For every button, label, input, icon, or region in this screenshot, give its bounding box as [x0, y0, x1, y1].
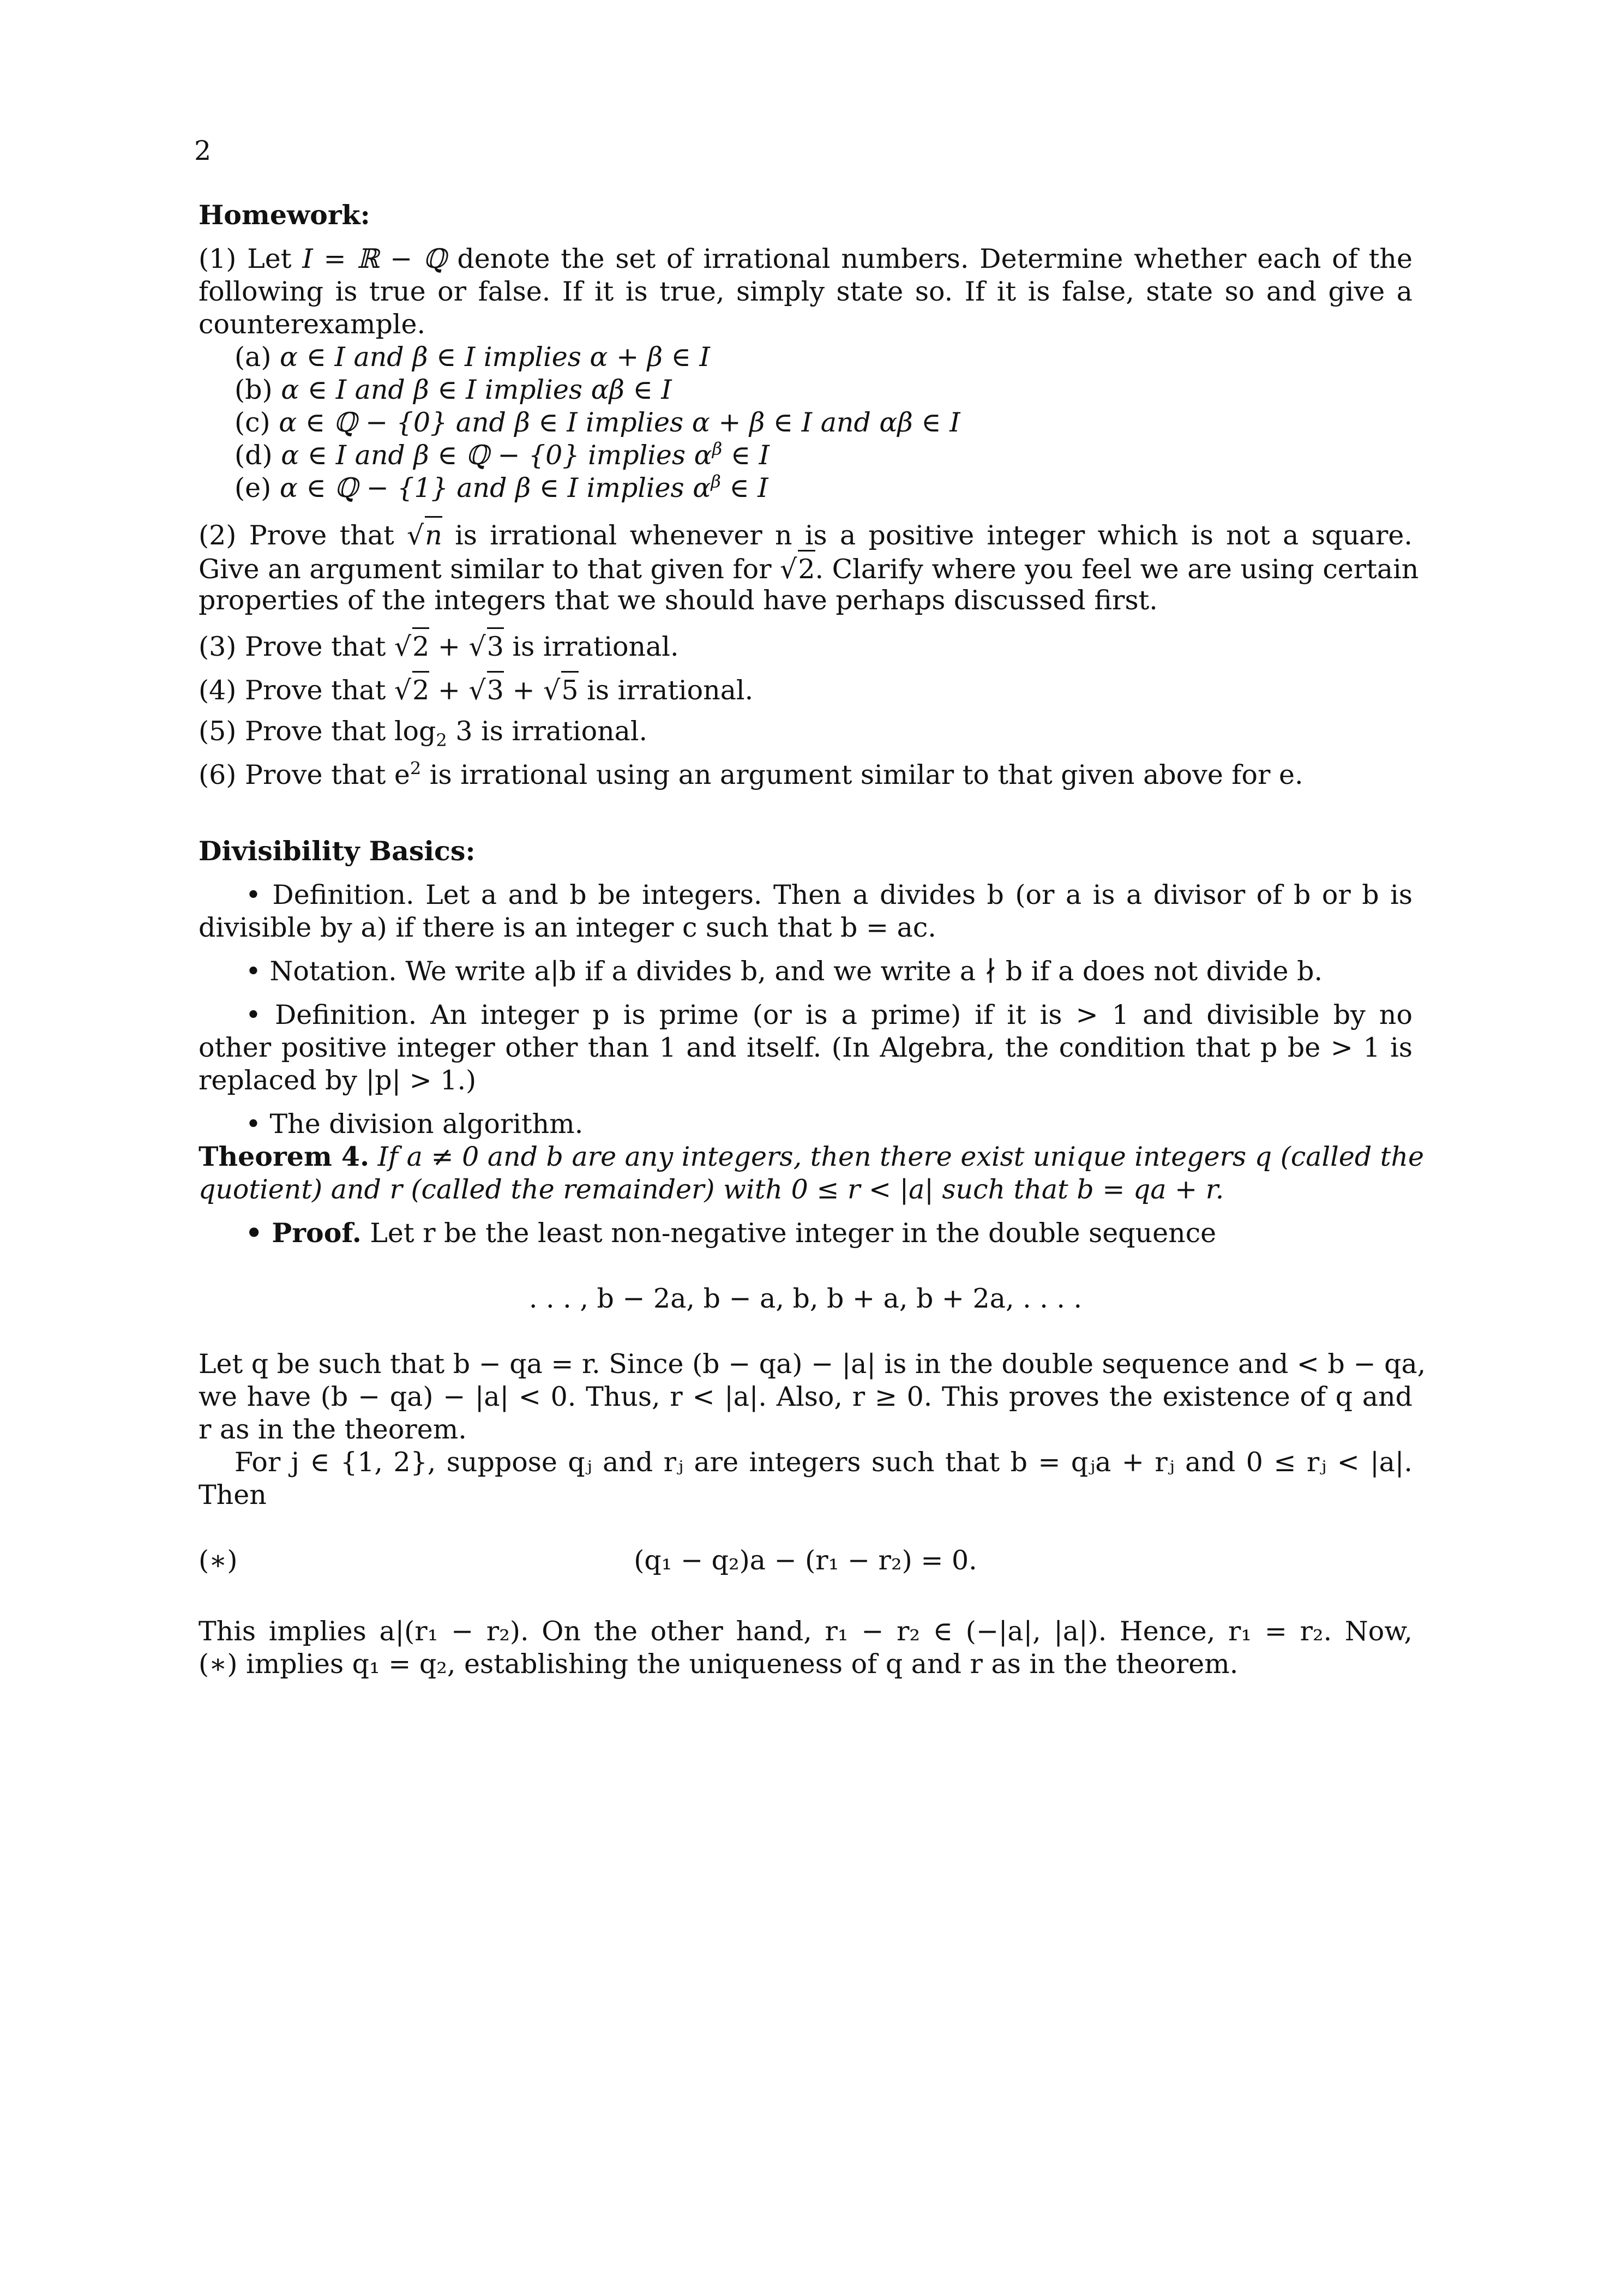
proof-paragraph-2-line-2: Then [199, 1479, 267, 1510]
problem-2-line-3: properties of the integers that we should have perhaps discussed first. [199, 585, 1158, 616]
problem-3: (3) Prove that √2 + √3 is irrational. [199, 627, 679, 663]
definition-prime-line-2: other positive integer other than 1 and itself. (In Algebra, the condition that p be > 1 is [199, 1032, 1412, 1063]
problem-2-line-2: Give an argument similar to that given for √2. Clarify where you feel we are using certain [199, 550, 1412, 586]
notation-line: • Notation. We write a|b if a divides b, and we write a ∤ b if a does not divide b. [245, 956, 1323, 987]
page-number: 2 [194, 135, 212, 166]
problem-1-line-2: following is true or false. If it is true, simply state so. If it is false, state so and give a [199, 276, 1412, 307]
problem-2-line-1: (2) Prove that √n is irrational whenever n is a positive integer which is not a square. [199, 516, 1412, 552]
problem-1-line-3: counterexample. [199, 309, 426, 340]
item-d: (d) α ∈ I and β ∈ ℚ − {0} implies $\alpha^\beta$ ∈ I [235, 438, 770, 471]
proof-paragraph-3-line-2: (∗) implies q₁ = q₂, establishing the uniqueness of q and r as in the theorem. [199, 1648, 1239, 1680]
problem-4: (4) Prove that √2 + √3 + √5 is irrational. [199, 671, 753, 707]
proof-paragraph-1-line-3: r as in the theorem. [199, 1414, 467, 1445]
divisibility-heading: Divisibility Basics: [199, 835, 476, 867]
definition-prime-line-1: • Definition. An integer p is prime (or is a prime) if it is > 1 and divisible by no [245, 999, 1412, 1030]
definition-prime-line-3: replaced by |p| > 1.) [199, 1065, 477, 1096]
problem-5: (5) Prove that $\log_2 3$ is irrational. [199, 716, 648, 751]
proof-paragraph-1-line-1: Let q be such that b − qa = r. Since (b − qa) − |a| is in the double sequence and < b − qa, [199, 1348, 1426, 1380]
homework-heading: Homework: [199, 199, 370, 231]
proof-line-1: • Proof. Let r be the least non-negative integer in the double sequence [245, 1217, 1217, 1249]
problem-1-line-1: (1) Let I = ℝ − ℚ denote the set of irrational numbers. Determine whether each of the [199, 243, 1412, 274]
definition-divides-line-1: • Definition. Let a and b be integers. Then a divides b (or a is a divisor of b or b is [245, 879, 1412, 910]
theorem-4-line-2: quotient) and r (called the remainder) with 0 ≤ r < |a| such that b = qa + r. [199, 1174, 1224, 1205]
proof-paragraph-1-line-2: we have (b − qa) − |a| < 0. Thus, r < |a|. Also, r ≥ 0. This proves the existence of q and [199, 1381, 1412, 1412]
item-c: (c) α ∈ ℚ − {0} and β ∈ I implies α + β ∈ I and αβ ∈ I [235, 407, 960, 438]
equation: (q₁ − q₂)a − (r₁ − r₂) = 0. [634, 1545, 977, 1576]
theorem-4-line-1: Theorem 4. If a ≠ 0 and b are any integers, then there exist unique integers q (called the [199, 1141, 1424, 1172]
equation-label: (∗) [199, 1545, 238, 1576]
proof-paragraph-2-line-1: For j ∈ {1, 2}, suppose qⱼ and rⱼ are integers such that b = qⱼa + rⱼ and 0 ≤ rⱼ < |a|. [235, 1447, 1412, 1478]
item-b: (b) α ∈ I and β ∈ I implies αβ ∈ I [235, 374, 672, 405]
definition-divides-line-2: divisible by a) if there is an integer c such that b = ac. [199, 912, 936, 943]
problem-6: (6) Prove that $e^2$ is irrational using an argument similar to that given above for e. [199, 758, 1303, 790]
division-algorithm-bullet: • The division algorithm. [245, 1108, 584, 1140]
double-sequence: . . . , b − 2a, b − a, b, b + a, b + 2a, . . . . [528, 1283, 1083, 1314]
item-a: (a) α ∈ I and β ∈ I implies α + β ∈ I [235, 341, 710, 373]
item-e: (e) α ∈ ℚ − {1} and β ∈ I implies $\alpha^\beta$ ∈ I [235, 471, 768, 503]
proof-paragraph-3-line-1: This implies a|(r₁ − r₂). On the other hand, r₁ − r₂ ∈ (−|a|, |a|). Hence, r₁ = r₂. Now, [199, 1616, 1412, 1647]
